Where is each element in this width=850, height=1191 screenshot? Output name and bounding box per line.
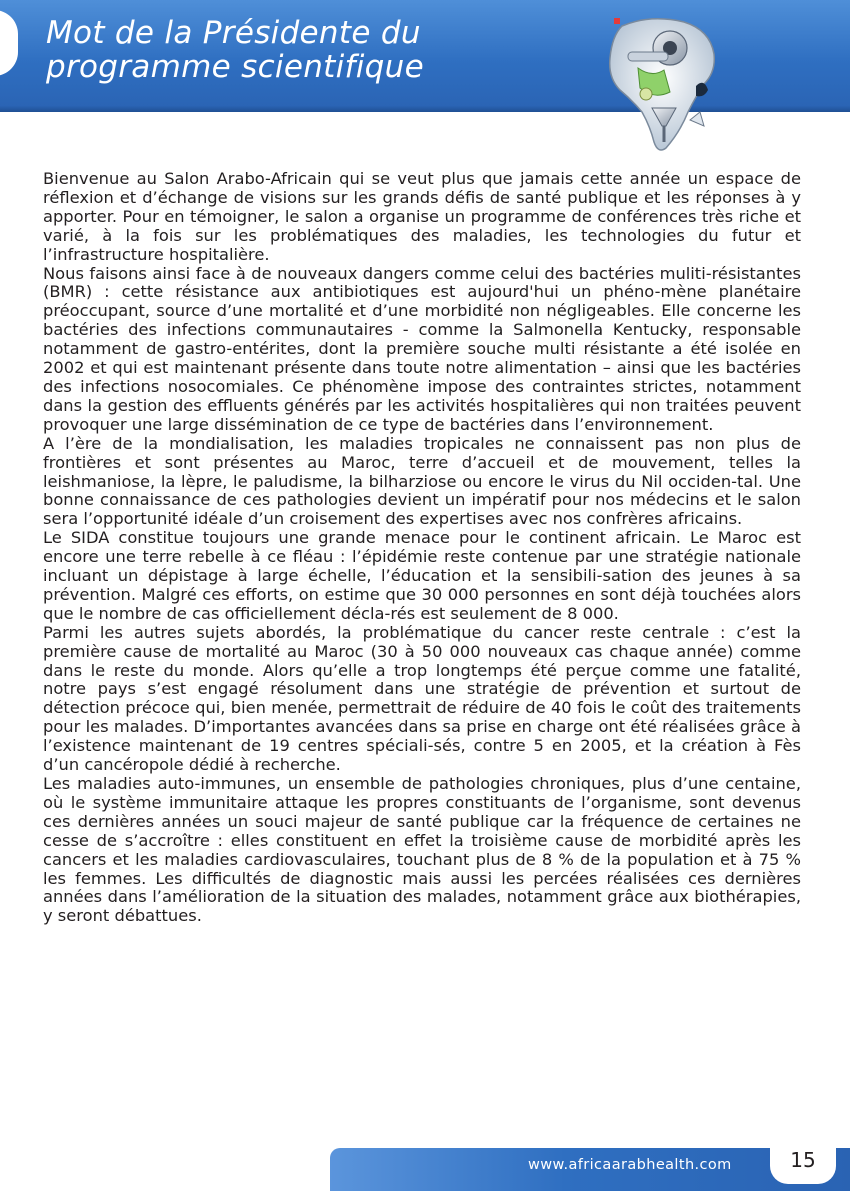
page-title-line-2: programme scientifique: [46, 49, 424, 85]
header-notch: [0, 10, 18, 76]
footer-website-link[interactable]: www.africaarabhealth.com: [528, 1157, 732, 1173]
page-title: [46, 16, 566, 84]
article-body: [43, 170, 801, 926]
page-number: 15: [790, 1148, 816, 1172]
article-paragraph: Bienvenue au Salon Arabo-Africain qui se veut plus que jamais cette année un espace de réflexion et d’échange de visions sur les grands défis de santé publique et les réponses à y apporter. Pour en témoigner, le salon a organise un programme de conférences très riche et varié, à la fois sur les problématiques des maladies, les technologies du futur et l’infrastructure hospitalière.: [43, 169, 801, 264]
article-paragraph: Le SIDA constitue toujours une grande menace pour le continent africain. Le Maroc est encore une terre rebelle à ce fléau : l’épidémie reste contenue par une stratégie nationale incluant un dépistage à large échelle, l’éducation et la sensibili-sation des jeunes à sa prévention. Malgré ces efforts, on estime que 30 000 personnes en sont déjà touchées alors que le nombre de cas officiellement décla-rés est seulement de 8 000.: [43, 528, 801, 623]
article-paragraph: Les maladies auto-immunes, un ensemble de pathologies chroniques, plus d’une centaine, où le système immunitaire attaque les propres constituants de l’organisme, sont devenus ces dernières années un souci majeur de santé publique car la fréquence de certaines ne cesse de s’accroître : elles constituent en effet la troisième cause de morbidité après les cancers et les maladies cardiovasculaires, touchant plus de 8 % de la population et à 75 % les femmes. Les difficultés de diagnostic mais aussi les percées réalisées ces dernières années dans l’amélioration de la situation des malades, notamment grâce aux biothérapies, y seront débattues.: [43, 774, 801, 926]
article-paragraph: Parmi les autres sujets abordés, la problématique du cancer reste centrale : c’est la première cause de mortalité au Maroc (30 à 50 000 nouveaux cas chaque année) comme dans le reste du monde. Alors qu’elle a trop longtemps été perçue comme une fatalité, notre pays s’est engagé résolument dans une stratégie de prévention et surtout de détection précoce qui, bien menée, permettrait de réduire de 40 fois le coût des traitements pour les malades. D’importantes avancées dans sa prise en charge ont été réalisées grâce à l’existence maintenant de 19 centres spéciali-sés, contre 5 en 2005, et la création à Fès d’un cancéropole dédié à recherche.: [43, 622, 801, 775]
article-paragraph: A l’ère de la mondialisation, les maladies tropicales ne connaissent pas non plus de frontières et sont présentes au Maroc, terre d’accueil et de mouvement, telles la leishmaniose, la lèpre, le paludisme, la bilharziose ou encore le virus du Nil occiden-tal. Une bonne connaissance de ces pathologies devient un impératif pour nos médecins et le salon sera l’opportunité idéale d’un croisement des expertises avec nos confrères africains.: [43, 433, 801, 529]
article-paragraph: Nous faisons ainsi face à de nouveaux dangers comme celui des bactéries muliti-résistantes (BMR) : cette résistance aux antibiotiques est aujourd'hui un phéno-mène planétaire préoccupant, source d’une mortalité et d’une morbidité non négligeables. Elle concerne les bactéries des infections communautaires - comme la Salmonella Kentucky, responsable notamment de gastro-entérites, dont la première souche multi résistante a été isolée en 2002 et qui est maintenant présente dans toute notre alimentation – ainsi que les bactéries des infections nosocomiales. Ce phénomène impose des contraintes strictes, notamment dans la gestion des effluents générés par les activités hospitalières qui non traitées peuvent provoquer une large dissémination de ce type de bactéries dans l’environnement.: [43, 263, 801, 434]
page-title-line-1: Mot de la Présidente du: [46, 15, 421, 51]
medical-africa-emblem-icon: [592, 8, 732, 158]
